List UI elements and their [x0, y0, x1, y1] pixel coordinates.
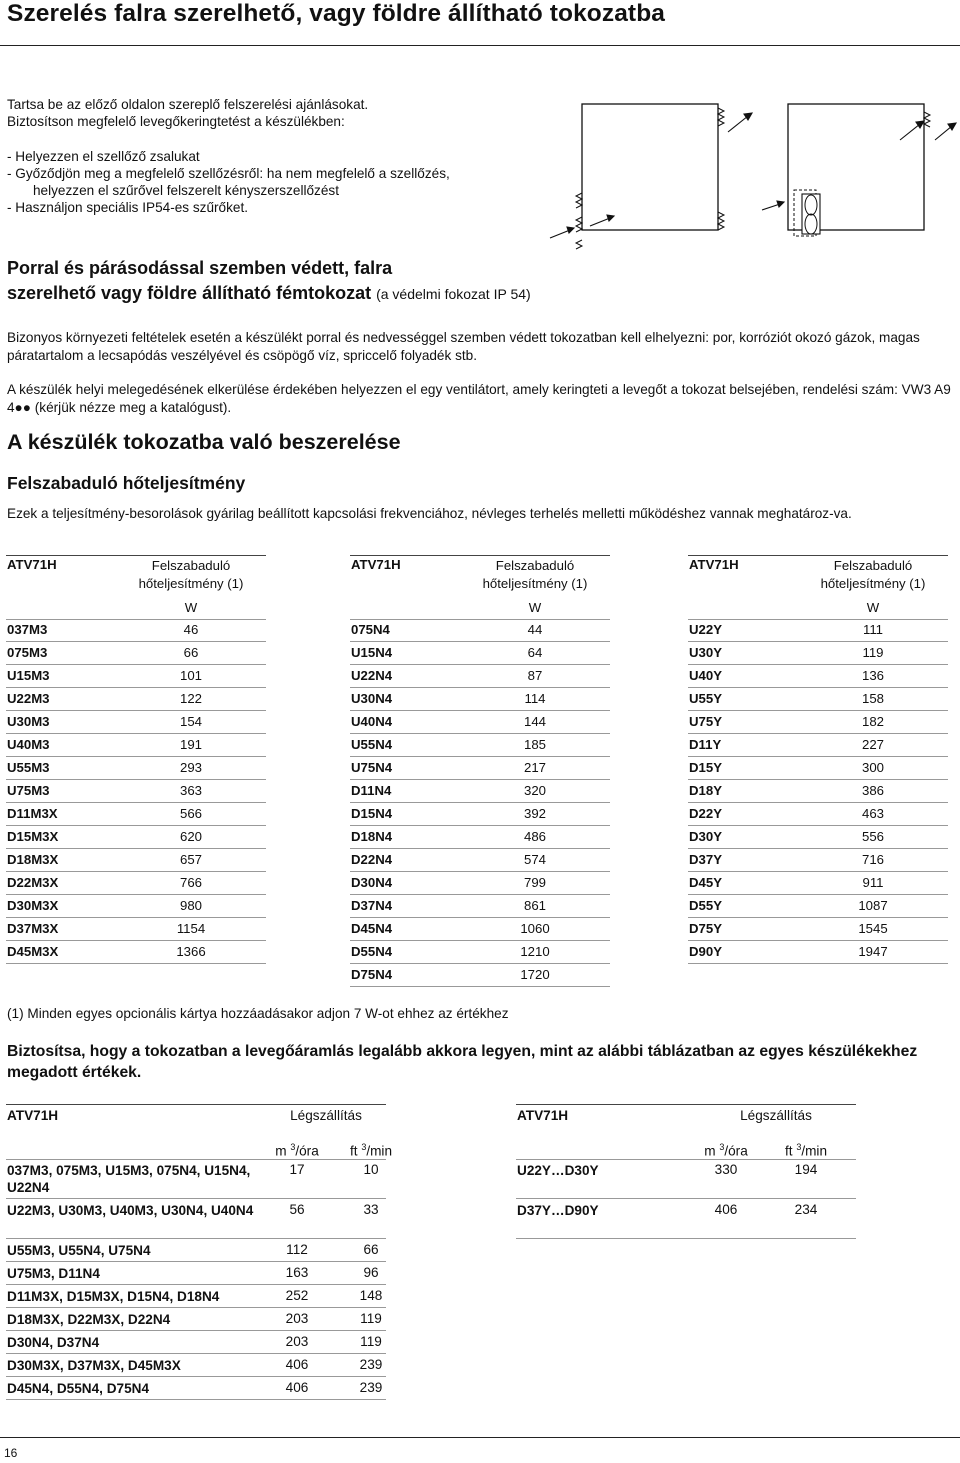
value-cell: 363	[179, 783, 202, 798]
value-cell: 574	[523, 852, 546, 867]
page-number: 16	[4, 1446, 18, 1460]
airflow-arrow-icon	[762, 121, 956, 210]
model-cell: D75Y	[689, 921, 722, 936]
table-row	[6, 734, 266, 757]
value-cell: 386	[861, 783, 884, 798]
table-row	[350, 849, 610, 872]
table-row	[6, 1285, 386, 1308]
unit-base: ft	[349, 1143, 358, 1159]
value-cell: 486	[523, 829, 546, 844]
unit-sup: 3	[361, 1142, 367, 1152]
table-row	[6, 1331, 386, 1354]
table-row	[688, 895, 948, 918]
unit-m3-per-hour	[686, 1142, 766, 1159]
footnote: (1) Minden egyes opcionális kártya hozzáadásakor adjon 7 W-ot ehhez az értékhez	[7, 1006, 509, 1021]
model-cell: U40M3	[7, 737, 50, 752]
table-top-rule	[6, 555, 266, 556]
subsection-heading: Felszabaduló hőteljesítmény	[7, 473, 246, 493]
table-row	[350, 918, 610, 941]
table-row	[6, 895, 266, 918]
value-ft3-cell: 239	[359, 1380, 383, 1395]
value-cell: 1947	[858, 944, 888, 959]
unit-rest: /óra	[295, 1143, 319, 1159]
table-row	[350, 642, 610, 665]
value-cell: 119	[862, 645, 884, 660]
model-cell: 037M3	[7, 622, 48, 637]
header-line: Felszabaduló	[495, 558, 575, 573]
model-cell: D11N4	[351, 783, 392, 798]
value-m3-cell: 203	[285, 1311, 309, 1326]
heading-line	[7, 281, 531, 307]
model-cell: D37M3X	[7, 921, 59, 936]
table-top-rule	[350, 555, 610, 556]
unit-label: W	[866, 600, 880, 615]
value-cell: 144	[523, 714, 546, 729]
table-row	[350, 711, 610, 734]
enclosure-box-left	[582, 104, 718, 230]
value-cell: 293	[179, 760, 202, 775]
column-header-airflow: Légszállítás	[740, 1108, 812, 1123]
column-header-model: ATV71H	[689, 557, 739, 572]
value-m3-cell: 17	[289, 1162, 305, 1177]
value-cell: 657	[179, 852, 202, 867]
model-cell: D55N4	[351, 944, 393, 959]
table-top-rule	[6, 1104, 386, 1105]
table-row	[350, 665, 610, 688]
table-row	[6, 711, 266, 734]
model-cell: D18N4	[351, 829, 393, 844]
model-cell: D22M3X	[7, 875, 59, 890]
model-cell: U55N4	[351, 737, 393, 752]
unit-sup: 3	[719, 1142, 725, 1152]
model-cell: U22Y…D30Y	[517, 1163, 599, 1178]
column-header-model: ATV71H	[351, 557, 401, 572]
value-cell: 46	[183, 622, 199, 637]
table-row	[6, 872, 266, 895]
value-cell: 1154	[176, 921, 206, 936]
table-row	[6, 918, 266, 941]
model-cell: U15M3	[7, 668, 50, 683]
table-row	[350, 780, 610, 803]
table-row	[6, 1377, 386, 1400]
table-row	[350, 826, 610, 849]
model-cell: U22N4	[351, 668, 393, 683]
table-row	[688, 711, 948, 734]
value-cell: 392	[523, 806, 546, 821]
table-row	[6, 803, 266, 826]
value-cell: 620	[179, 829, 202, 844]
model-cell: 075N4	[351, 622, 390, 637]
model-cell: D18M3X, D22M3X, D22N4	[7, 1312, 171, 1327]
table-row	[688, 780, 948, 803]
value-cell: 766	[179, 875, 202, 890]
model-cell: D90Y	[689, 944, 722, 959]
table-row	[688, 941, 948, 964]
column-header-heat	[460, 557, 610, 593]
value-cell: 217	[523, 760, 546, 775]
model-cell: U75M3, D11N4	[7, 1266, 100, 1281]
header-line: Felszabaduló	[151, 558, 231, 573]
table-row	[350, 619, 610, 642]
table-row	[350, 803, 610, 826]
bullet-item: helyezzen el szűrővel felszerelt kényszerszellőzést	[33, 183, 339, 199]
value-ft3-cell: 119	[360, 1334, 382, 1349]
table-row	[6, 826, 266, 849]
unit-m3-per-hour	[262, 1142, 332, 1159]
heading-line-main: szerelhető vagy földre állítható fémtokozat	[7, 283, 372, 303]
bullet-item: - Használjon speciális IP54-es szűrőket.	[7, 200, 249, 216]
table-row	[6, 1159, 386, 1199]
column-header-model: ATV71H	[517, 1108, 569, 1123]
model-cell: U30Y	[689, 645, 722, 660]
value-ft3-cell: 119	[360, 1311, 382, 1326]
table-row	[688, 849, 948, 872]
table-row	[688, 642, 948, 665]
column-header-airflow: Légszállítás	[290, 1108, 362, 1123]
heading-line: Porral és párásodással szemben védett, falra	[7, 258, 393, 278]
table-row	[688, 665, 948, 688]
value-ft3-cell: 239	[359, 1357, 383, 1372]
model-cell: D75N4	[351, 967, 393, 982]
header-line: hőteljesítmény (1)	[482, 576, 588, 591]
value-cell: 111	[862, 622, 884, 637]
value-m3-cell: 203	[285, 1334, 309, 1349]
unit-base: m	[704, 1143, 716, 1159]
value-cell: 122	[179, 691, 202, 706]
model-cell: U22M3	[7, 691, 50, 706]
table-row	[688, 803, 948, 826]
table-row	[350, 872, 610, 895]
enclosure-illustration	[540, 90, 960, 250]
value-cell: 1210	[520, 944, 550, 959]
paragraph-fan: A készülék helyi melegedésének elkerülése érdekében helyezzen el egy ventilátort, amely keringteti a levegőt a tokozat belsejében, rendelési szám: VW3 A9 4●● (kérjük nézze meg a katalógust).	[7, 382, 951, 415]
table-row	[6, 1354, 386, 1377]
value-ft3-cell: 234	[794, 1202, 818, 1217]
value-cell: 64	[527, 645, 543, 660]
model-cell: D45N4	[351, 921, 393, 936]
table-row	[6, 780, 266, 803]
value-cell: 66	[183, 645, 199, 660]
model-cell: D55Y	[689, 898, 722, 913]
model-cell: D15M3X	[7, 829, 59, 844]
model-cell: D45Y	[689, 875, 722, 890]
airflow-instruction: Biztosítsa, hogy a tokozatban a levegőáramlás legalább akkora legyen, mint az alábbi táblázatban az egyes készülékekhez megadott értékek.	[7, 1043, 918, 1081]
intro-line: Tartsa be az előző oldalon szereplő felszerelési ajánlásokat.	[7, 97, 369, 112]
table-row	[6, 757, 266, 780]
model-cell: U30N4	[351, 691, 393, 706]
table-row	[350, 734, 610, 757]
unit-ft3-per-min	[766, 1142, 846, 1159]
model-cell: D45N4, D55N4, D75N4	[7, 1381, 150, 1396]
model-cell: U55M3, U55N4, U75N4	[7, 1243, 151, 1258]
table-row	[688, 872, 948, 895]
value-cell: 861	[523, 898, 546, 913]
table-row	[6, 941, 266, 964]
model-cell: D11Y	[689, 737, 722, 752]
value-cell: 182	[861, 714, 884, 729]
bottom-rule	[0, 1437, 960, 1438]
table-row	[350, 895, 610, 918]
model-cell: U55Y	[689, 691, 722, 706]
model-cell: U40N4	[351, 714, 393, 729]
vent-icon	[718, 108, 724, 230]
value-cell: 1060	[520, 921, 550, 936]
table-row	[6, 688, 266, 711]
value-cell: 980	[179, 898, 202, 913]
model-cell: D15Y	[689, 760, 722, 775]
header-line: Felszabaduló	[833, 558, 913, 573]
value-m3-cell: 163	[285, 1265, 309, 1280]
value-cell: 300	[861, 760, 884, 775]
unit-sup: 3	[796, 1142, 802, 1152]
table-row	[6, 1308, 386, 1331]
fan-icon	[794, 190, 820, 236]
page-title: Szerelés falra szerelhető, vagy földre állítható tokozatba	[7, 0, 665, 27]
value-cell: 716	[861, 852, 884, 867]
table-row	[6, 1239, 386, 1262]
table-row	[350, 964, 610, 987]
value-cell: 1545	[858, 921, 888, 936]
header-line: hőteljesítmény (1)	[820, 576, 926, 591]
value-ft3-cell: 66	[363, 1242, 379, 1257]
unit-label: W	[184, 600, 198, 615]
table-row	[6, 1262, 386, 1285]
value-cell: 463	[861, 806, 884, 821]
model-cell: D11M3X	[7, 806, 58, 821]
value-ft3-cell: 148	[359, 1288, 383, 1303]
table-row	[688, 619, 948, 642]
model-cell: U75M3	[7, 783, 50, 798]
unit-base: m	[275, 1143, 287, 1159]
table-row	[6, 619, 266, 642]
model-cell: D22Y	[689, 806, 722, 821]
model-cell: U22M3, U30M3, U40M3, U30N4, U40N4	[7, 1203, 254, 1218]
value-m3-cell: 56	[289, 1202, 305, 1217]
protection-class-note: (a védelmi fokozat IP 54)	[376, 286, 531, 302]
table-row	[6, 1199, 386, 1239]
model-cell: U75N4	[351, 760, 393, 775]
bullet-item: - Győződjön meg a megfelelő szellőzésről: ha nem megfelelő a szellőzés,	[7, 165, 450, 181]
model-cell: 037M3, 075M3, U15M3, 075N4, U15N4, U22N4	[7, 1163, 251, 1195]
table-row	[688, 918, 948, 941]
value-m3-cell: 406	[285, 1357, 309, 1372]
unit-ft3-per-min	[336, 1142, 406, 1159]
vent-icon	[924, 112, 930, 127]
value-cell: 158	[861, 691, 884, 706]
model-cell: U55M3	[7, 760, 50, 775]
paragraph-ratings: Ezek a teljesítmény-besorolások gyárilag beállított kapcsolási frekvenciához, névleges terhelés melletti működéshez vannak meghatároz-va.	[7, 506, 852, 521]
protected-enclosure-heading	[7, 256, 531, 307]
table-row	[350, 757, 610, 780]
value-cell: 114	[524, 691, 546, 706]
model-cell: D18M3X	[7, 852, 59, 867]
unit-rest: /óra	[724, 1143, 748, 1159]
table-row	[688, 757, 948, 780]
intro-line: Biztosítson megfelelő levegőkeringtetést a készülékben:	[7, 114, 345, 130]
value-cell: 185	[523, 737, 546, 752]
table-row	[350, 688, 610, 711]
table-row	[688, 688, 948, 711]
value-cell: 799	[523, 875, 546, 890]
value-m3-cell: 406	[714, 1202, 738, 1217]
header-line: hőteljesítmény (1)	[138, 576, 244, 591]
value-ft3-cell: 10	[363, 1162, 379, 1177]
unit-rest: /min	[801, 1143, 828, 1159]
table-top-rule	[516, 1104, 856, 1105]
value-cell: 566	[179, 806, 202, 821]
model-cell: D37Y	[689, 852, 722, 867]
value-cell: 227	[861, 737, 884, 752]
table-top-rule	[688, 555, 948, 556]
model-cell: U22Y	[689, 622, 722, 637]
vent-icon	[576, 193, 582, 249]
column-header-heat	[116, 557, 266, 593]
model-cell: D15N4	[351, 806, 393, 821]
unit-rest: /min	[366, 1143, 393, 1159]
value-m3-cell: 406	[285, 1380, 309, 1395]
model-cell: U40Y	[689, 668, 722, 683]
model-cell: D30Y	[689, 829, 722, 844]
value-cell: 1366	[176, 944, 206, 959]
table-row	[688, 734, 948, 757]
paragraph-conditions: Bizonyos környezeti feltételek esetén a készülékt porral és nedvességgel szemben védett tokozatban kell elhelyezni: por, korróziót okozó gázok, magas páratartalom a lecsapódás veszélyével és csöpögő víz, spriccelő folyadék stb.	[7, 330, 920, 363]
model-cell: 075M3	[7, 645, 48, 660]
model-cell: D30N4, D37N4	[7, 1335, 100, 1350]
value-ft3-cell: 96	[363, 1265, 379, 1280]
column-header-heat	[798, 557, 948, 593]
model-cell: D22N4	[351, 852, 393, 867]
model-cell: D45M3X	[7, 944, 59, 959]
value-cell: 1720	[520, 967, 550, 982]
model-cell: D30N4	[351, 875, 393, 890]
value-cell: 911	[862, 875, 884, 890]
model-cell: D11M3X, D15M3X, D15N4, D18N4	[7, 1289, 220, 1304]
unit-sup: 3	[290, 1142, 296, 1152]
value-cell: 556	[861, 829, 884, 844]
value-ft3-cell: 194	[794, 1162, 818, 1177]
value-cell: 1087	[858, 898, 888, 913]
table-row	[350, 941, 610, 964]
value-ft3-cell: 33	[363, 1202, 379, 1217]
airflow-arrow-icon	[550, 113, 752, 238]
value-cell: 44	[527, 622, 543, 637]
unit-label: W	[528, 600, 542, 615]
model-cell: U30M3	[7, 714, 50, 729]
table-row	[6, 665, 266, 688]
value-m3-cell: 330	[714, 1162, 738, 1177]
model-cell: D30M3X	[7, 898, 59, 913]
model-cell: D30M3X, D37M3X, D45M3X	[7, 1358, 181, 1373]
value-cell: 87	[527, 668, 543, 683]
top-rule	[0, 45, 960, 46]
model-cell: U75Y	[689, 714, 722, 729]
table-row	[6, 849, 266, 872]
value-cell: 136	[861, 668, 884, 683]
table-row	[516, 1199, 856, 1239]
table-row	[688, 826, 948, 849]
bullet-item: - Helyezzen el szellőző zsalukat	[7, 148, 200, 164]
intro-text	[7, 96, 450, 217]
value-cell: 191	[179, 737, 202, 752]
model-cell: U15N4	[351, 645, 393, 660]
value-cell: 320	[523, 783, 546, 798]
value-m3-cell: 112	[286, 1242, 308, 1257]
model-cell: D37N4	[351, 898, 393, 913]
unit-base: ft	[784, 1143, 793, 1159]
table-row	[516, 1159, 856, 1199]
column-header-model: ATV71H	[7, 1108, 59, 1123]
value-cell: 154	[179, 714, 202, 729]
model-cell: D18Y	[689, 783, 722, 798]
value-cell: 101	[179, 668, 202, 683]
value-m3-cell: 252	[285, 1288, 309, 1303]
section-heading: A készülék tokozatba való beszerelése	[7, 430, 401, 454]
column-header-model: ATV71H	[7, 557, 57, 572]
table-row	[6, 642, 266, 665]
model-cell: D37Y…D90Y	[517, 1203, 599, 1218]
